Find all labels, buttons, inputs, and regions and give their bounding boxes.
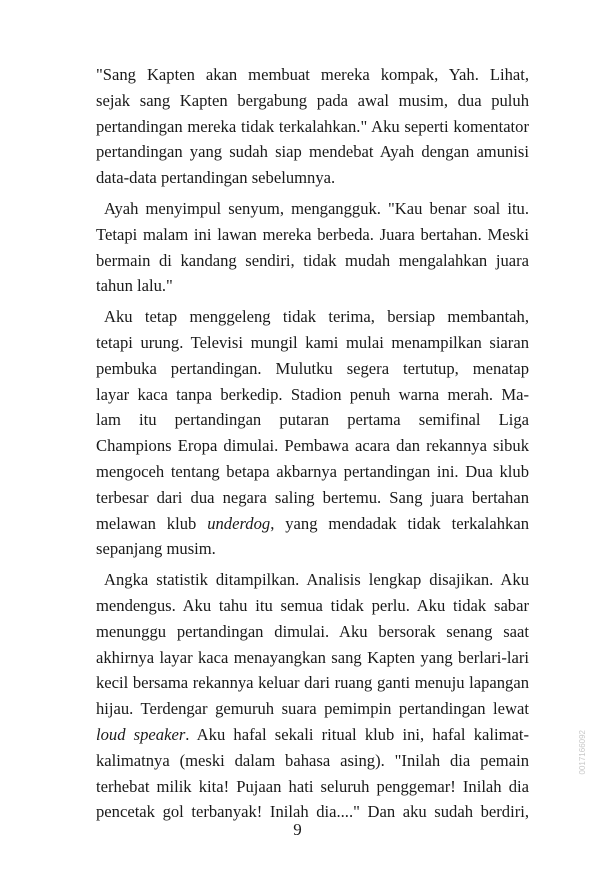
text-line: "Sang Kapten akan membuat mereka kompak, Yah. Lihat, — [96, 65, 529, 84]
paragraph — [96, 304, 529, 562]
book-page-body — [96, 62, 529, 825]
text-line: Angka statistik ditampilkan. Analisis lengkap disajikan. Aku — [104, 570, 529, 590]
paragraph — [96, 567, 529, 825]
text-line: kecil bersama rekannya keluar dari ruang ganti menuju lapangan — [96, 673, 529, 693]
text-line: bermain di kandang sendiri, tidak mudah mengalahkan juara — [96, 250, 529, 270]
text-line: akhirnya layar kaca menayangkan sang Kapten yang berlari-lari — [96, 647, 529, 667]
text-line: loud speaker. Aku hafal sekali ritual klub ini, hafal kalimat- — [96, 724, 529, 744]
text-line: pertandingan yang sudah siap mendebat Ayah dengan amunisi — [96, 142, 529, 162]
text-line: mengoceh tentang betapa akbarnya pertandingan ini. Dua klub — [96, 461, 529, 481]
text-line: pertandingan mereka tidak terkalahkan." Aku seperti komentator — [96, 116, 529, 136]
text-line: hijau. Terdengar gemuruh suara pemimpin pertandingan lewat — [96, 699, 529, 719]
text-line: lam itu pertandingan putaran pertama semifinal Liga — [96, 410, 529, 430]
italic-term: underdog — [207, 513, 271, 533]
text-line: melawan klub underdog, yang mendadak tidak terkalahkan — [96, 513, 529, 533]
text-line: terbesar dari dua negara saling bertemu. Sang juara bertahan — [96, 487, 529, 507]
text-line: sejak sang Kapten bergabung pada awal musim, dua puluh — [96, 90, 529, 110]
text-line: kalimatnya (meski dalam bahasa asing). "Inilah dia pemain — [96, 750, 529, 770]
text-line: pencetak gol terbanyak! Inilah dia...." Dan aku sudah berdiri, — [96, 802, 529, 822]
paragraph — [96, 196, 529, 299]
paragraph — [96, 62, 529, 191]
text-line: mendengus. Aku tahu itu semua tidak perlu. Aku tidak sabar — [96, 595, 529, 615]
text-line: tetapi urung. Televisi mungil kami mulai menampilkan siaran — [96, 332, 529, 352]
italic-term: loud speaker — [96, 724, 186, 744]
text-line: Ayah menyimpul senyum, mengangguk. "Kau benar soal itu. — [104, 198, 529, 218]
text-line: data-data pertandingan sebelumnya. — [96, 168, 336, 188]
text-line: Champions Eropa dimulai. Pembawa acara dan rekannya sibuk — [96, 436, 529, 456]
scan-watermark — [578, 730, 588, 830]
text-line: pembuka pertandingan. Mulutku segera tertutup, menatap — [96, 358, 529, 378]
page-number: 9 — [293, 820, 302, 839]
text-line: Tetapi malam ini lawan mereka berbeda. Juara bertahan. Meski — [96, 224, 529, 244]
text-line: Aku tetap menggeleng tidak terima, bersiap membantah, — [104, 307, 529, 327]
text-line: terhebat milik kita! Pujaan hati seluruh penggemar! Inilah dia — [96, 776, 529, 796]
text-line: menunggu pertandingan dimulai. Aku bersorak senang saat — [96, 621, 529, 641]
watermark-text: 0017166092 — [578, 730, 587, 775]
text-line: layar kaca tanpa berkedip. Stadion penuh warna merah. Ma- — [96, 384, 529, 404]
text-line: sepanjang musim. — [96, 539, 216, 559]
text-line: tahun lalu." — [96, 276, 173, 296]
